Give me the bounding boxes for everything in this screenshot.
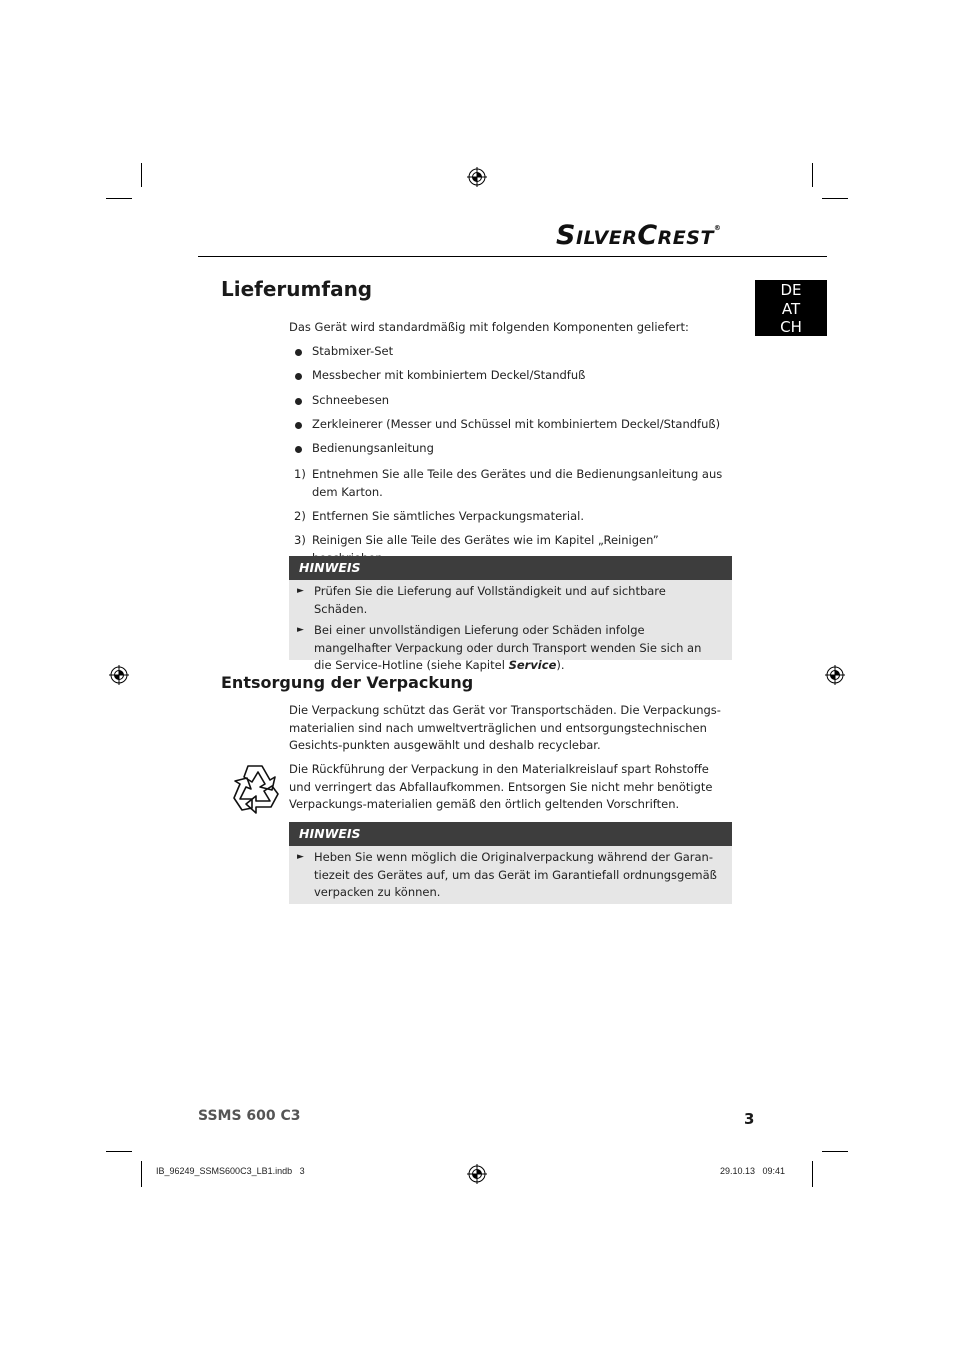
note-item: ► Heben Sie wenn möglich die Originalverpackung während der Garan-tiezeit des Gerätes auf, um das Gerät im Garantiefall ordnungsgemäß verpacken zu können.	[297, 850, 717, 899]
note-box	[289, 556, 732, 672]
crop-mark	[822, 198, 848, 199]
recycle-icon	[226, 762, 284, 816]
step-number: 3)	[294, 533, 306, 547]
brand-logo	[556, 220, 756, 254]
brand-letter: S	[556, 220, 576, 251]
registration-mark-icon	[467, 167, 487, 187]
language-tab	[755, 280, 827, 336]
section-title: Lieferumfang	[221, 277, 373, 301]
intro-text: Das Gerät wird standardmäßig mit folgenden Komponenten geliefert:	[289, 320, 689, 334]
language-code: AT	[781, 299, 801, 318]
chapter-reference: Service	[508, 658, 557, 672]
slug-file: IB_96249_SSMS600C3_LB1.indb 3	[156, 1166, 305, 1176]
arrow-right-icon: ►	[297, 852, 304, 862]
step-text: Entnehmen Sie alle Teile des Gerätes und die Bedienungsanleitung aus dem Karton.	[312, 467, 723, 499]
registration-mark-icon	[467, 1164, 487, 1184]
paragraph: Die Verpackung schützt das Gerät vor Transportschäden. Die Verpackungs-materialien sind nach umweltverträglichen und entsorgungstechnischen Gesichts-punkten ausgewählt und deshalb recyclebar.	[289, 703, 721, 752]
registration-mark-icon	[825, 665, 845, 685]
arrow-right-icon: ►	[297, 586, 304, 596]
paragraph: Die Rückführung der Verpackung in den Materialkreislauf spart Rohstoffe und verringert das Abfallaufkommen. Entsorgen Sie nicht mehr benötigte Verpackungs-materialien gemäß den örtlich geltenden Vorschriften.	[289, 762, 713, 811]
note-box	[289, 822, 732, 904]
page-number: 3	[744, 1110, 755, 1128]
language-code: DE	[780, 281, 802, 299]
step-text: Reinigen Sie alle Teile des Gerätes wie im Kapitel „Reinigen”	[312, 533, 659, 547]
note-item: ► Bei einer unvollständigen Lieferung oder Schäden infolge mangelhafter Verpackung oder durch Transport wenden Sie sich an die Service-Hotline (siehe Kapitel Service).	[297, 623, 702, 672]
step-number: 1)	[294, 467, 306, 481]
note-header: HINWEIS	[289, 822, 732, 846]
brand-word: ILVER	[575, 227, 638, 249]
language-code: CH	[780, 318, 802, 336]
step-text: Entfernen Sie sämtliches Verpackungsmaterial.	[312, 509, 584, 523]
arrow-right-icon: ►	[297, 625, 304, 635]
slug-date: 29.10.13 09:41	[720, 1166, 786, 1176]
crop-mark	[812, 1161, 813, 1187]
crop-mark	[141, 1161, 142, 1187]
brand-word: REST	[657, 227, 714, 249]
registration-mark-icon	[109, 665, 129, 685]
crop-mark	[812, 163, 813, 187]
step-number: 2)	[294, 509, 306, 523]
crop-mark	[822, 1151, 848, 1152]
header-rule	[198, 256, 827, 257]
model-number: SSMS 600 C3	[198, 1108, 301, 1124]
crop-mark	[106, 198, 132, 199]
crop-mark	[141, 163, 142, 187]
note-header: HINWEIS	[289, 556, 732, 580]
registered-mark: ®	[713, 224, 722, 232]
crop-mark	[106, 1151, 132, 1152]
brand-letter: C	[637, 220, 658, 251]
section-title: Entsorgung der Verpackung	[221, 673, 474, 692]
note-item: ► Prüfen Sie die Lieferung auf Vollständigkeit und auf sichtbare Schäden.	[297, 584, 666, 616]
